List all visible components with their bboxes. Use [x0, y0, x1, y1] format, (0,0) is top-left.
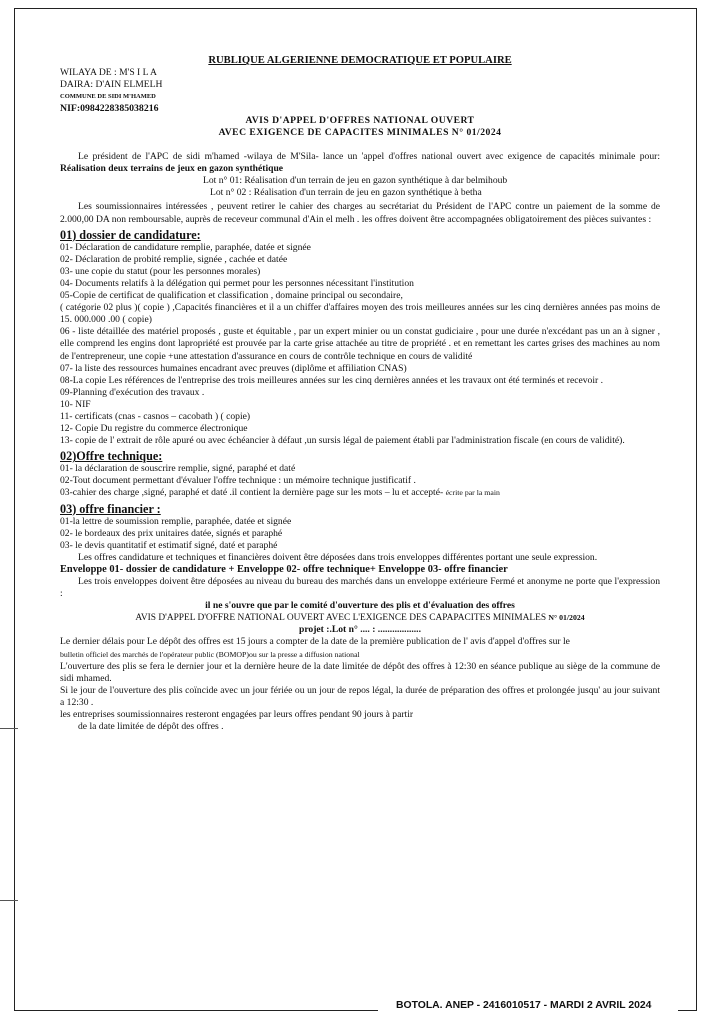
list-item: 13- copie de l' extrait de rôle apuré ou avec échéancier à défaut ,un sursis légal de paiement établi par l'administration fiscale (en cours de validité).: [60, 435, 625, 447]
list-item: 01-la lettre de soumission remplie, paraphée, datée et signée: [60, 515, 292, 527]
notice-heading: [60, 115, 660, 139]
intro-block: [60, 151, 660, 226]
envelopes-line: Enveloppe 01- dossier de candidature + Enveloppe 02- offre technique+ Enveloppe 03- offre financier: [60, 563, 508, 575]
list-item-text: 03-cahier des charge ,signé, paraphé et daté .il contient la dernière page sur les mots – lu et accepté-: [60, 487, 444, 499]
document-body: [60, 55, 660, 733]
intro-paragraph-2: Les soumissionnaires intéressées , peuvent retirer le cahier des charges au secrétariat du Président de l'APC contre un paiement de la somme de 2.000,00 DA non remboursable, auprès de receveur communal d'Ain el melh . les offres doivent être accompagnées obligatoirement des pièces suivantes :: [60, 201, 660, 225]
project-name: Réalisation deux terrains de jeux en gazon synthétique: [60, 163, 284, 175]
list-item: 01- Déclaration de candidature remplie, paraphée, datée et signée: [60, 241, 311, 253]
commune-line: COMMUNE DE SIDI M'HAMED: [60, 93, 156, 101]
section-heading: 02)Offre technique:: [60, 449, 163, 464]
list-item: 01- la déclaration de souscrire remplie, signé, paraphé et daté: [60, 463, 296, 475]
margin-mark: [0, 900, 18, 901]
deadline-line-2: bulletin officiel des marchés de l'opérateur public (BOMOP)ou sur la presse a diffusion national: [60, 649, 360, 659]
list-item: 09-Planning d'exécution des travaux .: [60, 386, 205, 398]
section-candidature: [60, 228, 660, 448]
envelope-caption-text: AVIS D'APPEL D'OFFRE NATIONAL OUVERT AVEC L'EXIGENCE DES CAPAPACITES MINIMALES: [135, 613, 547, 624]
list-item: 03- une copie du statut (pour les personnes morales): [60, 265, 261, 277]
envelope-caption-1: il ne s'ouvre que par le comité d'ouverture des plis et d'évaluation des offres: [205, 600, 515, 612]
nif-line: NIF:0984228385038216: [60, 103, 159, 115]
list-item: 12- Copie Du registre du commerce électronique: [60, 423, 248, 435]
republic-title: RUBLIQUE ALGERIENNE DEMOCRATIQUE ET POPULAIRE: [208, 55, 512, 66]
envelope-caption-number: N° 01/2024: [548, 613, 585, 623]
deadline-line: Le dernier délais pour Le dépôt des offres est 15 jours a compter de la date de la première publication de l' avis d'appel d'offres sur le: [60, 636, 570, 648]
intro-paragraph: [60, 151, 660, 175]
list-item: 08-La copie Les références de l'entreprise des trois meilleures années sur les cinq dernières années et les travaux ont été terminés et recevoir .: [60, 374, 604, 386]
validity-line-2: de la date limitée de dépôt des offres .: [78, 721, 224, 733]
closing-paragraph: Les offres candidature et techniques et financières doivent être déposées dans trois enveloppes différentes portant une seule expression.: [78, 551, 598, 563]
list-item: 10- NIF: [60, 398, 91, 410]
section-financier: [60, 502, 660, 552]
holiday-paragraph: Si le jour de l'ouverture des plis coïncide avec un jour fériée ou un jour de repos légal, la durée de préparation des offres et prolongée jusqu' au jour suivant a 12:30 .: [60, 684, 660, 708]
admin-block: [60, 67, 660, 115]
section-heading: 01) dossier de candidature:: [60, 227, 201, 242]
intro-text: Le président de l'APC de sidi m'hamed -wilaya de M'Sila- lance un 'appel d'offres national ouvert avec exigence de capacités minimale pour:: [78, 151, 660, 163]
list-item: 02- le bordeaux des prix unitaires datée, signés et paraphé: [60, 527, 283, 539]
section-heading: 03) offre financier :: [60, 501, 161, 516]
envelope-caption-3: projet :.Lot n° .... : ..................: [299, 624, 421, 636]
list-item: 04- Documents relatifs à la délégation qui permet pour les personnes nécessitant l'institution: [60, 277, 414, 289]
envelope-caption-2: [60, 612, 660, 624]
wilaya-line: WILAYA DE : M'S I L A: [60, 67, 157, 79]
opening-paragraph: L'ouverture des plis se fera le dernier jour et la dernière heure de la date limitée de dépôt des offres à 12:30 en séance publique au siège de la commune de sidi mhamed.: [60, 660, 660, 684]
list-item: 05-Copie de certificat de qualification et classification , domaine principal ou secondaire,: [60, 290, 403, 302]
list-item: [60, 487, 660, 499]
validity-line: les entreprises soumissionnaires resteront engagées par leurs offres pendant 90 jours à partir: [60, 709, 414, 721]
margin-mark: [0, 728, 18, 729]
list-item: ( catégorie 02 plus )( copie ) ,Capacités financières et il a un chiffer d'affaires moyen des trois meilleures années sur les cinq dernières années pas moins de 15. 000.000 .00 ( copie): [60, 302, 660, 326]
section-technique: [60, 449, 660, 499]
list-item: 02- Déclaration de probité remplie, signée , cachée et datée: [60, 253, 288, 265]
list-item: 06 - liste détaillée des matériel proposés , guste et équitable , par un expert minier ou un constat gudiciaire , pour une durée n'excédant pas un an à signer , elle comprend les engins dont lapropriété est prouvée par la carte grise attachée au titre de propriété . et en remettant les cartes grises des machines au nom de l'entrepreneur, une copie +une attestation d'assurance en cours de contrôle technique en cours de validité: [60, 326, 660, 362]
closing-paragraph: Les trois enveloppes doivent être déposées au niveau du bureau des marchés dans un enveloppe extérieure Fermé et anonyme ne porte que l'expression :: [60, 576, 660, 600]
lot-1: Lot n° 01: Réalisation d'un terrain de jeu en gazon synthétique à dar belmihoub: [203, 175, 508, 187]
list-item: 02-Tout document permettant d'évaluer l'offre technique : un mémoire technique justificatif .: [60, 475, 416, 487]
list-item: 11- certificats (cnas - casnos – cacobath ) ( copie): [60, 410, 251, 422]
closing-block: [60, 552, 660, 733]
list-item: 03- le devis quantitatif et estimatif signé, daté et paraphé: [60, 539, 278, 551]
list-item-note: écrite par la main: [445, 488, 500, 498]
lot-2: Lot n° 02 : Réalisation d'un terrain de jeu en gazon synthétique à betha: [210, 187, 482, 199]
notice-heading-line2: AVEC EXIGENCE DE CAPACITES MINIMALES N° 01/2024: [218, 127, 502, 139]
publication-footer: BOTOLA. ANEP - 2416010517 - MARDI 2 AVRIL 2024: [396, 1000, 652, 1011]
notice-heading-line1: AVIS D'APPEL D'OFFRES NATIONAL OUVERT: [245, 115, 475, 127]
list-item: 07- la liste des ressources humaines encadrant avec preuves (diplôme et affiliation CNAS): [60, 362, 407, 374]
daira-line: DAIRA: D'AIN ELMELH: [60, 79, 163, 91]
